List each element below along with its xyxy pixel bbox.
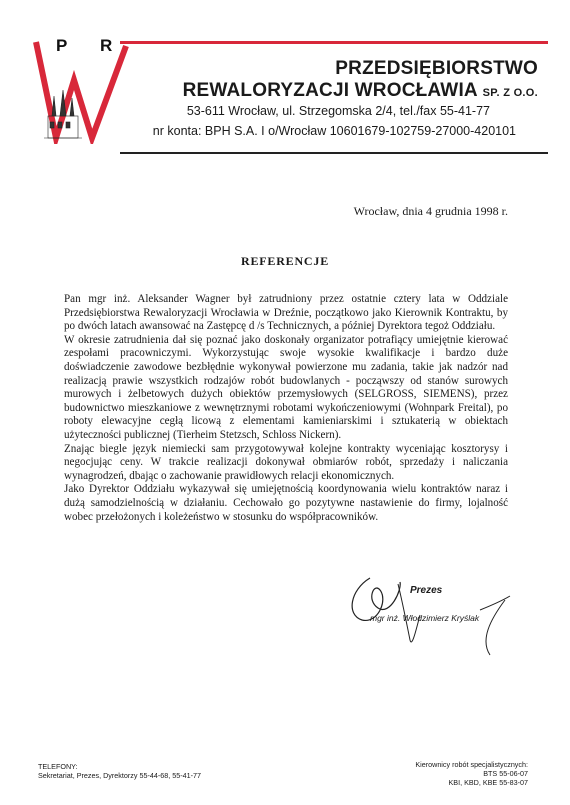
footer-managers xyxy=(415,760,528,787)
header-red-rule xyxy=(120,41,548,44)
footer-phones xyxy=(38,762,201,780)
company-suffix: SP. Z O.O. xyxy=(482,87,538,99)
logo-letter-r: R xyxy=(100,36,113,55)
paragraph: Pan mgr inż. Aleksander Wagner był zatrudniony przez ostatnie cztery lata w Oddziale Przedsiębiorstwa Rewaloryzacji Wrocławia w Dreźnie, początkowo jako Kierownik Kontraktu, by po dwóch latach awansować na Zastępcę d /s Technicznych, a później Dyrektora tegoż Oddziału. xyxy=(64,293,508,333)
paragraph: Jako Dyrektor Oddziału wykazywał się umiejętnością koordynowania wielu kontraktów naraz i dużą samodzielnością w działaniu. Cechowało go pozytywne nastawienie do firmy, lojalność wobec przełożonych i koleżeństwo w stosunku do współpracowników. xyxy=(64,483,508,523)
letter-page: P R PRZEDSIĘBIORSTWO REWALORYZACJI WROCŁAWIA SP. Z O.O. 53-611 Wrocław, ul. Strzegomska 2/4, tel./fax 55-41-77 nr konta: BPH S.A. I o/Wrocław 10601679-102759-27000-420101 Wrocław, dnia 4 grudnia 1998 r. REFERENCJE Pan mgr inż. Aleksander Wagner był zatrudniony przez ostatnie cztery lata w Oddziale Przedsiębiorstwa Rewaloryzacji Wrocławia w Dreźnie, początkowo jako Kierownik Kontraktu, by po dwóch latach awansować na Zastępcę d /s Technicznych, a później Dyrektora tegoż Oddziału. W okresie zatrudnienia dał się poznać jako doskonały organizator potrafiący umiejętnie kierować zespołami pracowniczymi. Wykorzystując swoje wysokie kwalifikacje i bardzo duże doświadczenie zawodowe bezbłędnie wykonywał powierzone mu zadania, takie jak nadzór nad realizacją prawie wszystkich rodzajów robót budowlanych - począwszy od stanów surowych murowych i żelbetowych dużych obiektów przemysłowych (SELGROSS, SIEMENS), przez budownictwo mieszkaniowe z wewnętrznymi robotami wykończeniowymi (Wohnpark Freital), po roboty elewacyjne cegłą licową z elementami kamieniarskimi i sztukaterią w obiektach użyteczności publicznej (Tierheim Stetzsch, Schloss Nickern). Znając biegle język niemiecki sam przygotowywał kolejne kontrakty wyceniając kosztorysy i negocjując ceny. W trakcie realizacji dokonywał obmiarów robót, sprzedaży i naliczania wynagrodzeń, dbając o zachowanie prawidłowych relacji ekonomicznych. Jako Dyrektor Oddziału wykazywał się umiejętnością koordynowania wielu kontraktów naraz i dużą samodzielnością w działaniu. Cechowało go pozytywne nastawienie do firmy, lojalność wobec przełożonych i koleżeństwo w stosunku do współpracowników. Prezes mgr inż. Włodzimierz Kryślak TELEFONY: Sekretariat, Prezes, Dyrektorzy 55-44-68, 55-41-77 Kierownicy robót specjalistycznych: BTS 55-06-07 KBI, KBD, KBE 55-83-07 xyxy=(0,0,570,805)
header-black-rule xyxy=(120,152,548,154)
signatory-title: Prezes xyxy=(410,585,443,596)
paragraph: W okresie zatrudnienia dał się poznać jako doskonały organizator potrafiący umiejętnie kierować zespołami pracowniczymi. Wykorzystując swoje wysokie kwalifikacje i bardzo duże doświadczenie zawodowe bezbłędnie wykonywał powierzone mu zadania, takie jak nadzór nad realizacją prawie wszystkich rodzajów robót budowlanych - począwszy od stanów surowych murowych i żelbetowych dużych obiektów przemysłowych (SELGROSS, SIEMENS), przez budownictwo mieszkaniowe z wewnętrznymi robotami wykończeniowymi (Wohnpark Freital), po roboty elewacyjne cegłą licową z elementami kamieniarskimi i sztukaterią w obiektach użyteczności publicznej (Tierheim Stetzsch, Schloss Nickern). xyxy=(64,333,508,441)
company-logo xyxy=(30,34,140,144)
logo-letter-p: P xyxy=(56,36,68,55)
footer-managers-label: Kierownicy robót specjalistycznych: xyxy=(415,760,528,769)
handwritten-signature xyxy=(340,560,550,660)
footer-managers-line2: KBI, KBD, KBE 55-83-07 xyxy=(448,778,528,787)
company-name: REWALORYZACJI WROCŁAWIA xyxy=(182,80,478,101)
paragraph: Znając biegle język niemiecki sam przygotowywał kolejne kontrakty wyceniając kosztorysy i negocjując ceny. W trakcie realizacji dokonywał obmiarów robót, sprzedaży i naliczania wynagrodzeń, dbając o zachowanie prawidłowych relacji ekonomicznych. xyxy=(64,442,508,482)
signatory-name: mgr inż. Włodzimierz Kryślak xyxy=(370,613,480,623)
letter-title: REFERENCJE xyxy=(240,254,329,268)
footer-managers-line1: BTS 55-06-07 xyxy=(483,769,528,778)
footer-phones-label: TELEFONY: xyxy=(38,762,78,771)
bank-account: nr konta: BPH S.A. I o/Wrocław 10601679-102759-27000-420101 xyxy=(152,124,516,138)
company-address: 53-611 Wrocław, ul. Strzegomska 2/4, tel./fax 55-41-77 xyxy=(186,104,490,118)
footer-phones-line: Sekretariat, Prezes, Dyrektorzy 55-44-68, 55-41-77 xyxy=(38,771,201,780)
letter-date: Wrocław, dnia 4 grudnia 1998 r. xyxy=(353,204,508,218)
letter-body xyxy=(64,293,508,524)
